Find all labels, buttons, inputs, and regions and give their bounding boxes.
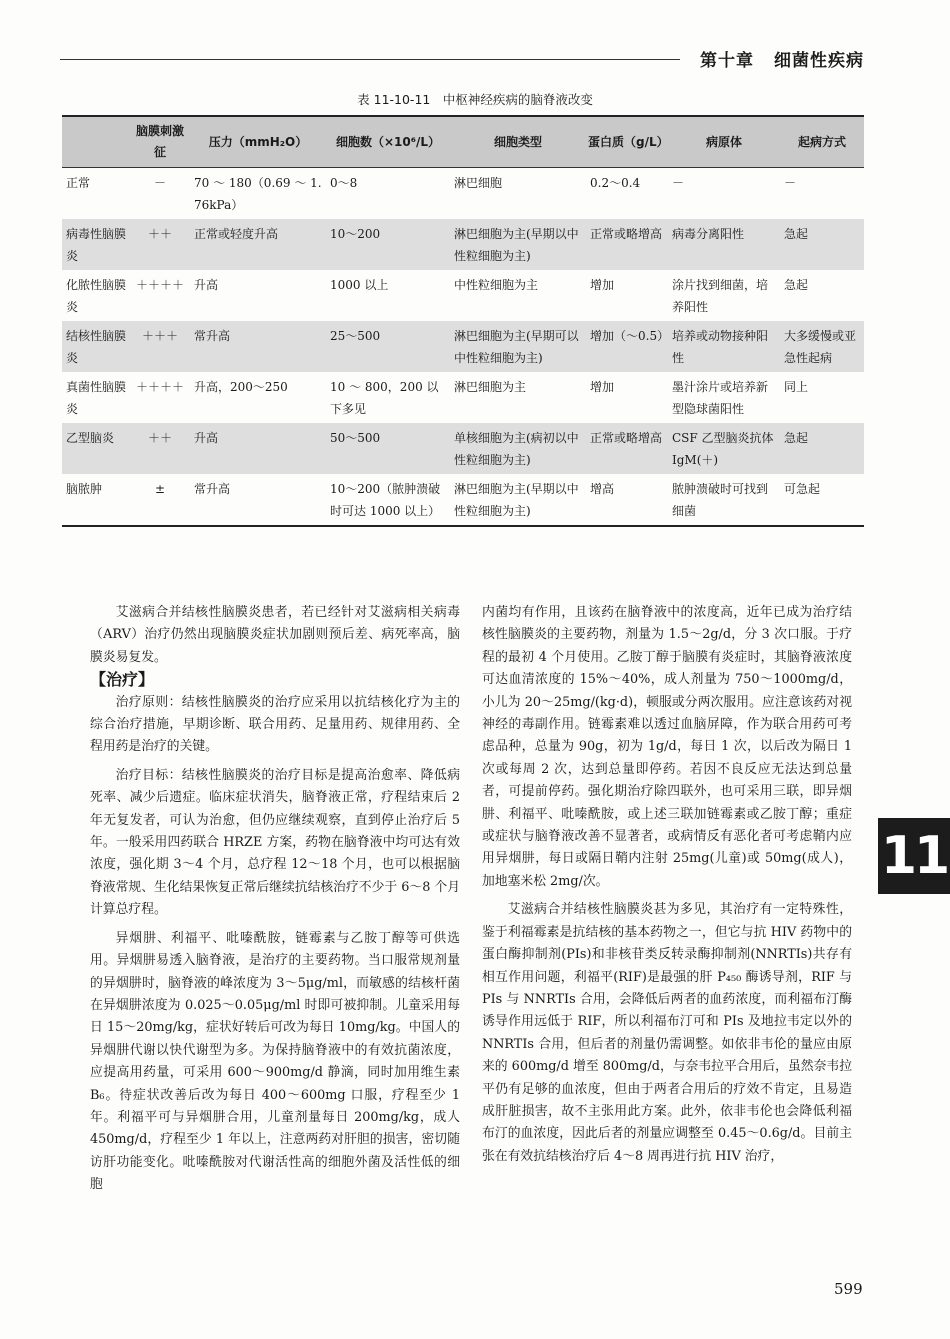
table-cell: 升高 bbox=[190, 423, 326, 474]
chapter-thumb-tab: 11 bbox=[878, 818, 950, 894]
chapter-title: 细菌性疾病 bbox=[774, 51, 864, 71]
header-onset: 起病方式 bbox=[780, 116, 864, 168]
paragraph-drugs-continued: 内菌均有作用，且该药在脑脊液中的浓度高，近年已成为治疗结核性脑膜炎的主要药物，剂量为 1.5～2g/d，分 3 次口服。于疗程的最初 4 个月使用。乙胺丁醇于脑膜有炎症时，其脑脊液浓度可达血清浓度的 15%～40%，成人剂量为 750～1000mg/d，小儿为 20～25mg/(kg·d)，顿服或分两次服用。应注意该药对视神经的毒副作用。链霉素难以透过血脑屏障，作为联合用药可考虑品种，总量为 90g，初为 1g/d，每日 1 次，以后改为隔日 1 次或每周 2 次，达到总量即停药。若因不良反应无法达到总量者，可提前停药。强化期治疗除四联外，也可采用三联，即异烟肼、利福平、吡嗪酰胺，或上述三联加链霉素或乙胺丁醇；重症或症状与脑脊液改善不显著者，或病情反有恶化者可考虑鞘内应用异烟肼，每日或隔日鞘内注射 25mg(儿童)或 50mg(成人)，加地塞米松 2mg/次。 bbox=[482, 605, 852, 889]
table-cell: CSF 乙型脑炎抗体 IgM(＋) bbox=[668, 423, 780, 474]
running-header bbox=[700, 46, 884, 71]
header-rule bbox=[60, 59, 680, 60]
section-heading-treatment: 【治疗】 bbox=[90, 670, 155, 690]
table-cell: 增加 bbox=[590, 278, 615, 292]
table-cell: 墨汁涂片或培养新型隐球菌阳性 bbox=[672, 380, 769, 416]
table-cell: 升高，200～250 bbox=[194, 380, 288, 394]
table-cell: 乙型脑炎 bbox=[62, 423, 130, 474]
table-cell: 0.2～0.4 bbox=[590, 176, 641, 190]
table-cell: ＋＋＋＋ bbox=[135, 278, 184, 292]
header-cell-count: 细胞数（×10⁶/L） bbox=[326, 116, 450, 168]
page-number: 599 bbox=[834, 1280, 863, 1298]
paragraph-treatment-principle: 治疗原则：结核性脑膜炎的治疗应采用以抗结核化疗为主的综合治疗措施，早期诊断、联合用药、足量用药、规律用药、全程用药是治疗的关键。 bbox=[90, 694, 460, 755]
table-caption: 表 11-10-11 中枢神经疾病的脑脊液改变 bbox=[357, 92, 593, 107]
table-cell: ＋＋ bbox=[130, 423, 190, 474]
table-row bbox=[62, 168, 864, 220]
table-cell: 单核细胞为主(病初以中性粒细胞为主) bbox=[450, 423, 586, 474]
table-cell: 急起 bbox=[784, 278, 809, 292]
paragraph-aids-treatment: 艾滋病合并结核性脑膜炎甚为多见，其治疗有一定特殊性，鉴于利福霉素是抗结核的基本药物之一，但它与抗 HIV 药物中的蛋白酶抑制剂(PIs)和非核苷类反转录酶抑制剂(NNRTIs)共存有相互作用问题，利福平(RIF)是最强的肝 P₄₅₀ 酶诱导剂，RIF 与 PIs 与 NNRTIs 合用，会降低后两者的血药浓度，而利福布汀酶诱导作用远低于 RIF，所以利福布汀可和 PIs 及地拉韦定以外的 NNRTIs 合用，但后者的剂量仍需调整。如依非韦伦的量应由原来的 600mg/d 增至 800mg/d，与奈韦拉平合用后，虽然奈韦拉平仍有足够的血浓度，但由于两者合用后的疗效不肯定，且易造成肝脏损害，故不主张用此方案。此外，依非韦伦也会降低利福布汀的血浓度，因此后者的剂量应调整至 0.45～0.6g/d。目前主张在有效抗结核治疗后 4～8 周再进行抗 HIV 治疗， bbox=[482, 902, 852, 1164]
table-cell: 淋巴细胞为主(早期以中性粒细胞为主) bbox=[450, 219, 586, 270]
table-cell: 淋巴细胞为主(早期以中性粒细胞为主) bbox=[450, 474, 586, 526]
header-pressure: 压力（mmH₂O） bbox=[190, 116, 326, 168]
table-cell: 淋巴细胞 bbox=[454, 176, 503, 190]
table-cell: 脓肿溃破时可找到细菌 bbox=[668, 474, 780, 526]
table-header-row bbox=[62, 116, 864, 168]
paragraph-treatment-goal: 治疗目标：结核性脑膜炎的治疗目标是提高治愈率、降低病死率、减少后遗症。临床症状消失，脑脊液正常，疗程结束后 2 年无复发者，可认为治愈，但仍应继续观察，直到停止治疗后 5 年。一般采用四药联合 HRZE 方案，药物在脑脊液中均可达有效浓度，强化期 3～4 个月，总疗程 12～18 个月，也可以根据脑脊液常规、生化结果恢复正常后继续抗结核治疗不少于 6～8 个月计算总疗程。 bbox=[90, 767, 460, 918]
table-row bbox=[62, 270, 864, 321]
table-cell: 同上 bbox=[784, 380, 809, 394]
table-row bbox=[62, 219, 864, 270]
table-cell: ＋＋＋ bbox=[130, 321, 190, 372]
header-disease bbox=[62, 116, 130, 168]
table-row bbox=[62, 423, 864, 474]
table-cell: 50～500 bbox=[326, 423, 450, 474]
paragraph-drugs: 异烟肼、利福平、吡嗪酰胺，链霉素与乙胺丁醇等可供选用。异烟肼易透入脑脊液，是治疗的主要药物。当口服常规剂量的异烟肼时，脑脊液的峰浓度为 3～5μg/ml，而敏感的结核杆菌在异烟肼浓度为 0.025～0.05μg/ml 时即可被抑制。儿童采用每日 15～20mg/kg，症状好转后可改为每日 10mg/kg。中国人的异烟肼代谢以快代谢型为多。为保持脑脊液中的有效抗菌浓度，应提高用药量，可采用 600～900mg/d 静滴，同时加用维生素 B₆。待症状改善后改为每日 400～600mg 口服，疗程至少 1 年。利福平可与异烟肼合用，儿童剂量每日 200mg/kg，成人 450mg/d，疗程至少 1 年以上，注意两药对肝胆的损害，密切随访肝功能变化。吡嗪酰胺对代谢活性高的细胞外菌及活性低的细胞 bbox=[90, 930, 460, 1193]
header-pathogen: 病原体 bbox=[668, 116, 780, 168]
table-row bbox=[62, 372, 864, 423]
table-cell: － bbox=[784, 176, 797, 190]
header-meningeal-sign: 脑膜刺激征 bbox=[130, 116, 190, 168]
table-cell: 0～8 bbox=[330, 176, 358, 190]
table-cell: － bbox=[153, 176, 166, 190]
table-cell: 中性粒细胞为主 bbox=[454, 278, 539, 292]
table-cell: 10～200（脓肿溃破时可达 1000 以上） bbox=[326, 474, 450, 526]
table-cell: 淋巴细胞为主 bbox=[454, 380, 527, 394]
table-cell: 可急起 bbox=[780, 474, 864, 526]
csf-table bbox=[62, 115, 864, 527]
table-cell: 10～200 bbox=[326, 219, 450, 270]
table-cell: 增高 bbox=[586, 474, 668, 526]
table-cell: 增加 bbox=[590, 380, 615, 394]
table-cell: 正常或略增高 bbox=[586, 423, 668, 474]
table-cell: 正常或略增高 bbox=[586, 219, 668, 270]
table-row bbox=[62, 321, 864, 372]
table-cell: 结核性脑膜炎 bbox=[62, 321, 130, 372]
table-cell: ± bbox=[130, 474, 190, 526]
table-cell: 70 ～ 180（0.69 ～ 1.76kPa） bbox=[194, 176, 322, 212]
table-cell: 10 ～ 800，200 以下多见 bbox=[330, 380, 439, 416]
table-cell: 化脓性脑膜炎 bbox=[66, 278, 127, 314]
table-cell: 正常 bbox=[66, 176, 91, 190]
table-cell: 涂片找到细菌，培养阳性 bbox=[672, 278, 769, 314]
table-cell: ＋＋ bbox=[130, 219, 190, 270]
header-cell-type: 细胞类型 bbox=[450, 116, 586, 168]
table-cell: 脑脓肿 bbox=[62, 474, 130, 526]
table-row bbox=[62, 474, 864, 526]
table-cell: 病毒性脑膜炎 bbox=[62, 219, 130, 270]
table-cell: 急起 bbox=[780, 423, 864, 474]
table-cell: 病毒分离阳性 bbox=[668, 219, 780, 270]
paragraph-aids-intro: 艾滋病合并结核性脑膜炎患者，若已经针对艾滋病相关病毒（ARV）治疗仍然出现脑膜炎症状加剧则预后差、病死率高，脑膜炎易复发。 bbox=[90, 605, 460, 665]
table-cell: 常升高 bbox=[190, 474, 326, 526]
table-cell: 常升高 bbox=[190, 321, 326, 372]
header-protein: 蛋白质（g/L） bbox=[586, 116, 668, 168]
table-cell: 增加（～0.5） bbox=[586, 321, 668, 372]
table-cell: 真菌性脑膜炎 bbox=[66, 380, 127, 416]
table-cell: 大多缓慢或亚急性起病 bbox=[780, 321, 864, 372]
table-cell: 正常或轻度升高 bbox=[190, 219, 326, 270]
table-cell: 1000 以上 bbox=[330, 278, 389, 292]
right-text-column bbox=[482, 602, 852, 1168]
table-cell: ＋＋＋＋ bbox=[135, 380, 184, 394]
table-cell: 急起 bbox=[780, 219, 864, 270]
left-text-column bbox=[90, 602, 460, 1197]
table-cell: 淋巴细胞为主(早期可以中性粒细胞为主) bbox=[450, 321, 586, 372]
table-cell: － bbox=[672, 176, 685, 190]
table-cell: 培养或动物接种阳性 bbox=[668, 321, 780, 372]
table-cell: 25～500 bbox=[326, 321, 450, 372]
chapter-number: 第十章 bbox=[700, 51, 754, 71]
table-cell: 升高 bbox=[194, 278, 219, 292]
